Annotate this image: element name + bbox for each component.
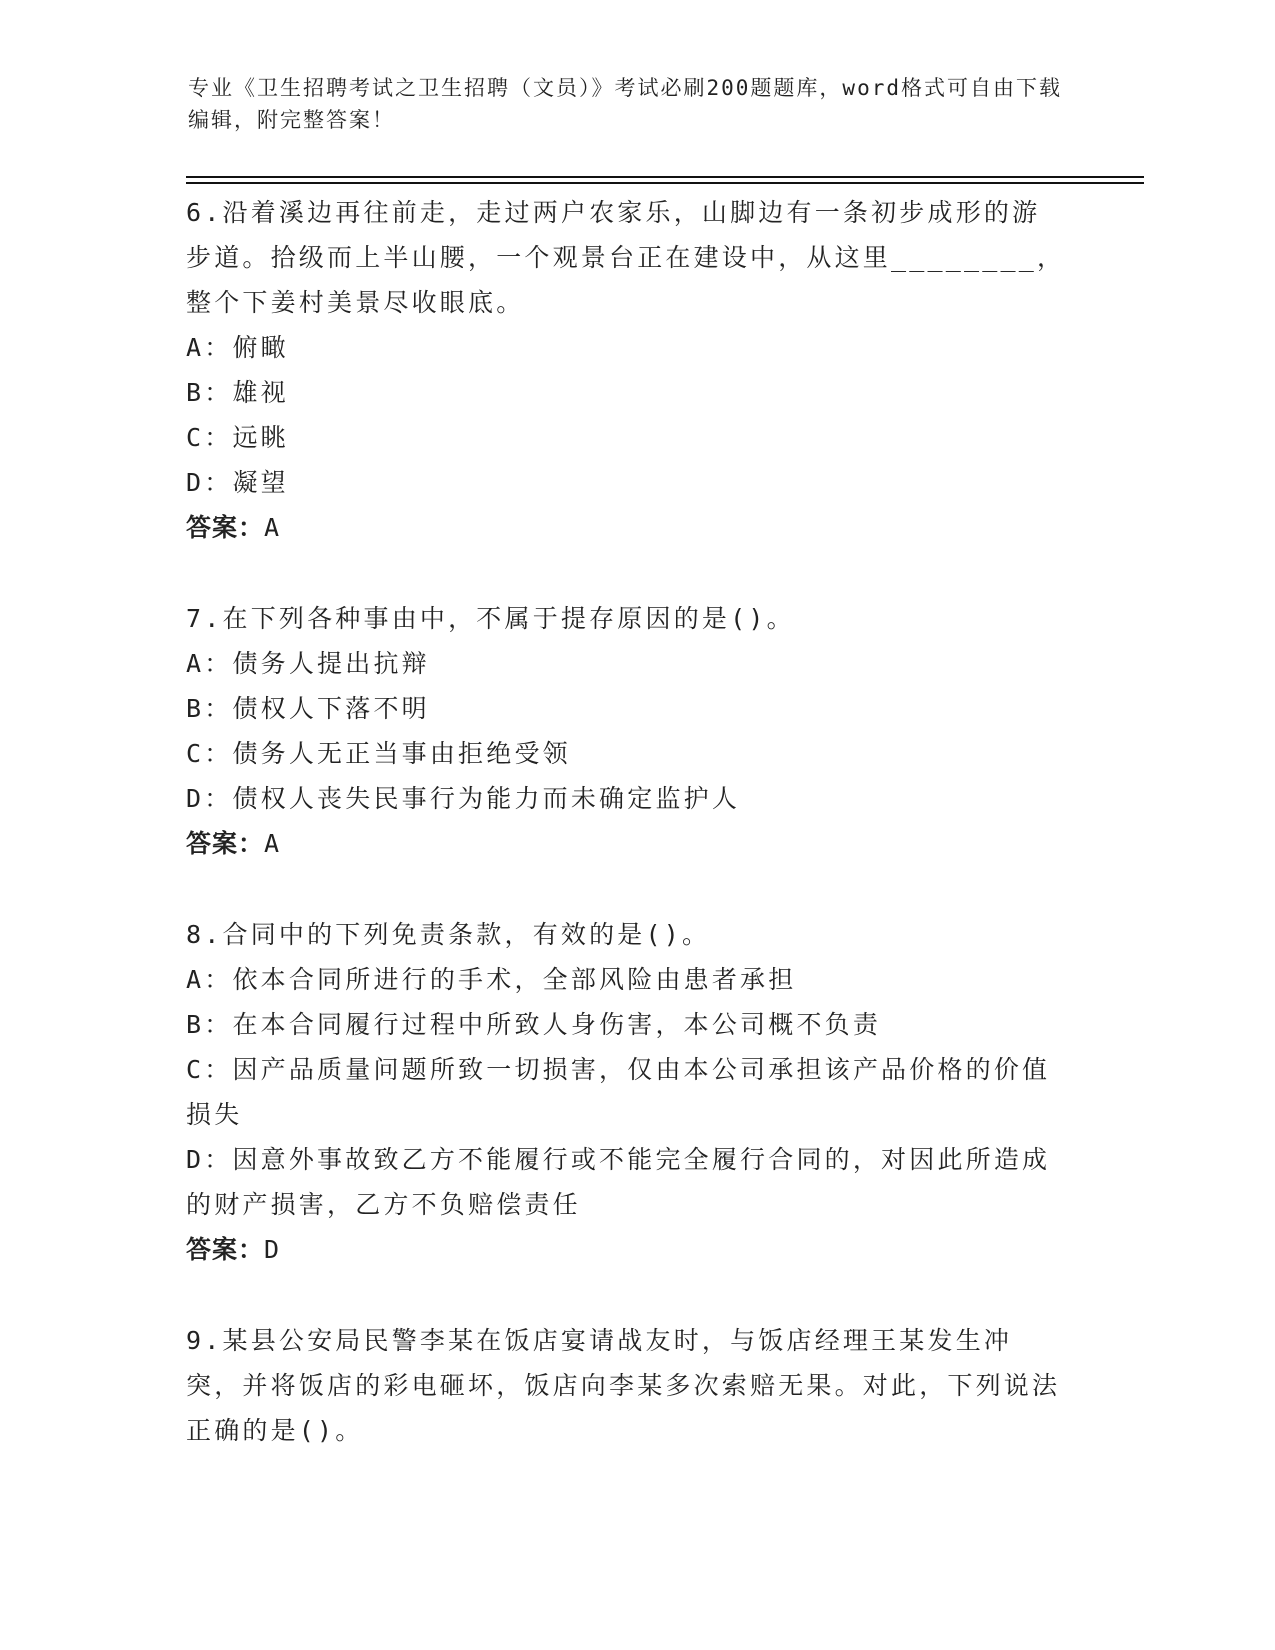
answer-value: D (264, 1235, 280, 1264)
option-a: A：俯瞰 (186, 333, 289, 362)
question-stem: 9.某县公安局民警李某在饭店宴请战友时，与饭店经理王某发生冲突，并将饭店的彩电砸坏，饭店向李某多次索赔无果。对此，下列说法正确的是()。 (186, 1326, 1061, 1445)
document-intro: 专业《卫生招聘考试之卫生招聘（文员）》考试必刷200题题库，word格式可自由下载编辑，附完整答案！ (188, 76, 1062, 132)
answer-label: 答案： (186, 513, 265, 542)
option-b: B：债权人下落不明 (186, 694, 430, 723)
question-9 (186, 1318, 1066, 1453)
answer-value: A (264, 829, 280, 858)
question-stem: 6.沿着溪边再往前走，走过两户农家乐，山脚边有一条初步成形的游步道。拾级而上半山腰，一个观景台正在建设中，从这里________，整个下姜村美景尽收眼底。 (186, 198, 1066, 317)
answer-label: 答案： (186, 1235, 265, 1264)
option-d: D：因意外事故致乙方不能履行或不能完全履行合同的，对因此所造成的财产损害，乙方不负赔偿责任 (186, 1145, 1051, 1219)
question-list (186, 190, 1066, 1499)
answer-line (186, 1227, 1066, 1272)
answer-label: 答案： (186, 829, 265, 858)
option-b: B：雄视 (186, 378, 289, 407)
option-d: D：债权人丧失民事行为能力而未确定监护人 (186, 784, 741, 813)
header-rule-top (186, 176, 1144, 178)
option-b: B：在本合同履行过程中所致人身伤害，本公司概不负责 (186, 1010, 882, 1039)
question-6 (186, 190, 1066, 550)
answer-line (186, 821, 1066, 866)
question-8 (186, 912, 1066, 1272)
header-rule-bottom (186, 182, 1144, 184)
answer-line (186, 505, 1066, 550)
option-d: D：凝望 (186, 468, 289, 497)
option-a: A：依本合同所进行的手术，全部风险由患者承担 (186, 965, 797, 994)
question-stem: 8.合同中的下列免责条款，有效的是()。 (186, 920, 711, 949)
answer-value: A (264, 513, 280, 542)
option-c: C：债务人无正当事由拒绝受领 (186, 739, 571, 768)
option-a: A：债务人提出抗辩 (186, 649, 430, 678)
question-7 (186, 596, 1066, 866)
option-c: C：远眺 (186, 423, 289, 452)
question-stem: 7.在下列各种事由中，不属于提存原因的是()。 (186, 604, 795, 633)
option-c: C：因产品质量问题所致一切损害，仅由本公司承担该产品价格的价值损失 (186, 1055, 1051, 1129)
